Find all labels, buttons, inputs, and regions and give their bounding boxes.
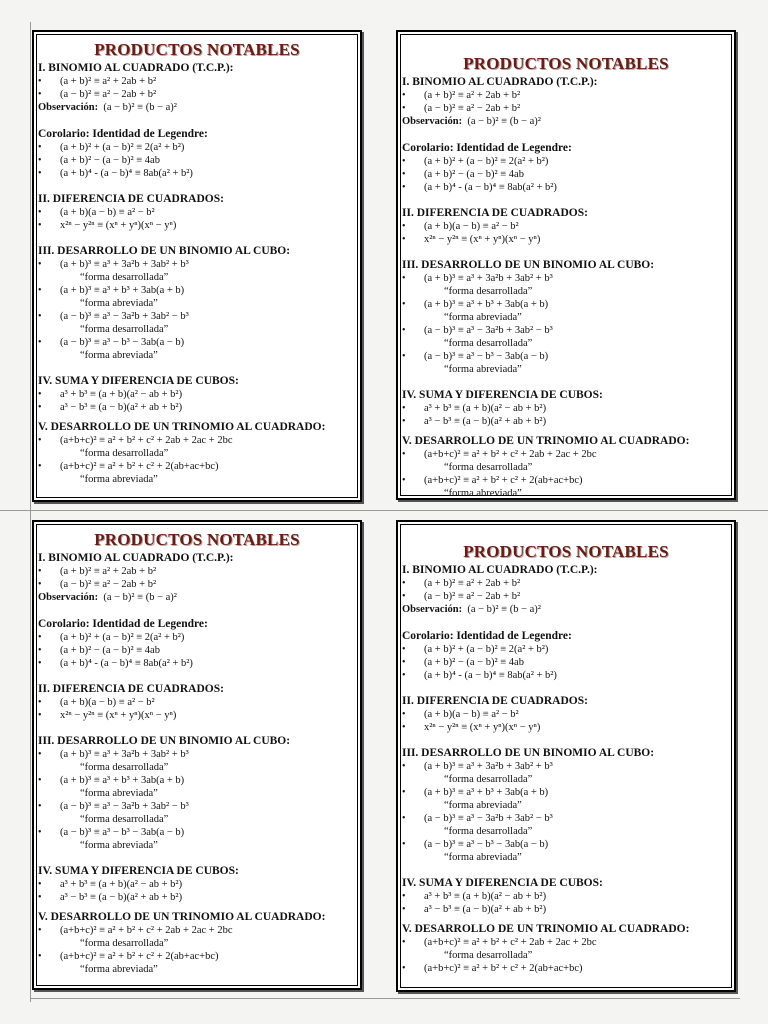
observacion-label: Observación:: [402, 604, 463, 615]
formula-item: • (a + b)² + (a − b)² ≡ 2(a² + b²): [38, 631, 356, 644]
formula-item: • a³ + b³ ≡ (a + b)(a² − ab + b²): [38, 388, 356, 401]
formula-item: • (a+b+c)² ≡ a² + b² + c² + 2ab + 2ac + 2bc: [402, 448, 730, 461]
section-heading-corolario: Corolario: Identidad de Legendre:: [402, 630, 572, 642]
formula-note: “forma desarrollada”: [444, 286, 533, 297]
observacion: [402, 115, 730, 129]
formula-item: • a³ + b³ ≡ (a + b)(a² − ab + b²): [402, 402, 730, 415]
formula-item: • x²ⁿ − y²ⁿ ≡ (xⁿ + yⁿ)(xⁿ − yⁿ): [402, 233, 730, 246]
formula-item: • (a + b)⁴ - (a − b)⁴ ≡ 8ab(a² + b²): [38, 657, 356, 670]
formula-item: • (a+b+c)² ≡ a² + b² + c² + 2(ab+ac+bc): [402, 962, 730, 975]
formula-item: • (a − b)³ ≡ a³ − b³ − 3ab(a − b): [402, 838, 730, 851]
formula-item: • (a + b)(a − b) ≡ a² − b²: [402, 708, 730, 721]
formula-item: • a³ − b³ ≡ (a − b)(a² + ab + b²): [38, 401, 356, 414]
formula-item: • (a + b)³ ≡ a³ + 3a²b + 3ab² + b³: [402, 272, 730, 285]
section-heading-cubo: III. DESARROLLO DE UN BINOMIO AL CUBO:: [38, 245, 291, 257]
formula-item: • (a + b)³ ≡ a³ + b³ + 3ab(a + b): [402, 298, 730, 311]
formula-item: • (a + b)³ ≡ a³ + 3a²b + 3ab² + b³: [38, 748, 356, 761]
observacion-text: (a − b)² ≡ (b − a)²: [103, 102, 177, 113]
formula-item: • (a − b)³ ≡ a³ − 3a²b + 3ab² − b³: [38, 800, 356, 813]
formula-item: • (a + b)² − (a − b)² ≡ 4ab: [402, 656, 730, 669]
cut-line-middle: [0, 510, 768, 511]
formula-item: • (a+b+c)² ≡ a² + b² + c² + 2ab + 2ac + 2bc: [38, 924, 356, 937]
formula-item: • (a + b)⁴ - (a − b)⁴ ≡ 8ab(a² + b²): [38, 167, 356, 180]
observacion-label: Observación:: [38, 102, 99, 113]
formula-item: • (a + b)⁴ - (a − b)⁴ ≡ 8ab(a² + b²): [402, 181, 730, 194]
formula-item: • (a − b)³ ≡ a³ − b³ − 3ab(a − b): [38, 826, 356, 839]
formula-item: • (a + b)² − (a − b)² ≡ 4ab: [38, 154, 356, 167]
formula-item: • (a − b)³ ≡ a³ − 3a²b + 3ab² − b³: [402, 324, 730, 337]
formula-item: • x²ⁿ − y²ⁿ ≡ (xⁿ + yⁿ)(xⁿ − yⁿ): [402, 721, 730, 734]
card-title: PRODUCTOS NOTABLES: [94, 40, 300, 59]
formula-item: • a³ − b³ ≡ (a − b)(a² + ab + b²): [402, 415, 730, 428]
section-heading-cubos: IV. SUMA Y DIFERENCIA DE CUBOS:: [402, 877, 603, 889]
formula-note: “forma desarrollada”: [444, 950, 533, 961]
section-heading-cubo: III. DESARROLLO DE UN BINOMIO AL CUBO:: [402, 259, 655, 271]
formula-note: “forma desarrollada”: [80, 938, 169, 949]
formula-item: • (a − b)³ ≡ a³ − 3a²b + 3ab² − b³: [38, 310, 356, 323]
section-heading-trinomio: V. DESARROLLO DE UN TRINOMIO AL CUADRADO:: [402, 435, 690, 447]
formula-note: “forma abreviada”: [444, 852, 522, 863]
formula-note: “forma abreviada”: [444, 312, 522, 323]
observacion: [38, 591, 356, 605]
cut-line-left: [30, 22, 31, 1002]
formula-note: “forma desarrollada”: [80, 324, 169, 335]
formula-item: • (a+b+c)² ≡ a² + b² + c² + 2(ab+ac+bc): [38, 460, 356, 473]
formula-item: • (a + b)⁴ - (a − b)⁴ ≡ 8ab(a² + b²): [402, 669, 730, 682]
formula-note: “forma desarrollada”: [80, 272, 169, 283]
formula-item: • (a + b)(a − b) ≡ a² − b²: [402, 220, 730, 233]
section-heading-cubos: IV. SUMA Y DIFERENCIA DE CUBOS:: [402, 389, 603, 401]
formula-item: • (a + b)³ ≡ a³ + b³ + 3ab(a + b): [402, 786, 730, 799]
observacion-text: (a − b)² ≡ (b − a)²: [103, 592, 177, 603]
section-heading-diferencia: II. DIFERENCIA DE CUADRADOS:: [402, 207, 588, 219]
observacion-label: Observación:: [38, 592, 99, 603]
formula-item: • (a + b)² + (a − b)² ≡ 2(a² + b²): [402, 643, 730, 656]
cut-line-bottom: [30, 998, 740, 999]
section-heading-diferencia: II. DIFERENCIA DE CUADRADOS:: [38, 683, 224, 695]
formula-note: “forma desarrollada”: [80, 814, 169, 825]
observacion-text: (a − b)² ≡ (b − a)²: [467, 604, 541, 615]
section-heading-binomio: I. BINOMIO AL CUADRADO (T.C.P.):: [402, 76, 598, 88]
section-heading-diferencia: II. DIFERENCIA DE CUADRADOS:: [38, 193, 224, 205]
formula-note: “forma abreviada”: [444, 488, 522, 499]
observacion: [38, 101, 356, 115]
formula-note: “forma abreviada”: [80, 474, 158, 485]
card-title: PRODUCTOS NOTABLES: [94, 530, 300, 549]
card-title: PRODUCTOS NOTABLES: [463, 542, 669, 561]
formula-item: • (a + b)² − (a − b)² ≡ 4ab: [402, 168, 730, 181]
formula-item: • (a+b+c)² ≡ a² + b² + c² + 2(ab+ac+bc): [402, 474, 730, 487]
formula-card-bottom-right: [396, 520, 736, 992]
section-heading-corolario: Corolario: Identidad de Legendre:: [402, 142, 572, 154]
section-heading-trinomio: V. DESARROLLO DE UN TRINOMIO AL CUADRADO:: [38, 911, 326, 923]
section-heading-diferencia: II. DIFERENCIA DE CUADRADOS:: [402, 695, 588, 707]
formula-note: “forma desarrollada”: [80, 762, 169, 773]
formula-item: • x²ⁿ − y²ⁿ ≡ (xⁿ + yⁿ)(xⁿ − yⁿ): [38, 709, 356, 722]
formula-item: • (a − b)³ ≡ a³ − b³ − 3ab(a − b): [402, 350, 730, 363]
formula-note: “forma abreviada”: [80, 964, 158, 975]
formula-card-bottom-left: [32, 520, 362, 990]
card-title: PRODUCTOS NOTABLES: [463, 54, 669, 73]
section-heading-trinomio: V. DESARROLLO DE UN TRINOMIO AL CUADRADO:: [38, 421, 326, 433]
observacion-text: (a − b)² ≡ (b − a)²: [467, 116, 541, 127]
formula-item: • (a + b)² ≡ a² + 2ab + b²: [402, 89, 730, 102]
section-heading-binomio: I. BINOMIO AL CUADRADO (T.C.P.):: [38, 62, 234, 74]
formula-item: • (a − b)³ ≡ a³ − b³ − 3ab(a − b): [38, 336, 356, 349]
formula-item: • (a + b)² ≡ a² + 2ab + b²: [38, 75, 356, 88]
formula-item: • a³ − b³ ≡ (a − b)(a² + ab + b²): [402, 903, 730, 916]
formula-item: • (a+b+c)² ≡ a² + b² + c² + 2ab + 2ac + 2bc: [38, 434, 356, 447]
section-heading-cubos: IV. SUMA Y DIFERENCIA DE CUBOS:: [38, 375, 239, 387]
formula-item: • a³ − b³ ≡ (a − b)(a² + ab + b²): [38, 891, 356, 904]
formula-item: • a³ + b³ ≡ (a + b)(a² − ab + b²): [402, 890, 730, 903]
formula-note: “forma desarrollada”: [444, 338, 533, 349]
formula-item: • (a + b)² + (a − b)² ≡ 2(a² + b²): [402, 155, 730, 168]
formula-note: “forma abreviada”: [80, 350, 158, 361]
formula-note: “forma desarrollada”: [80, 448, 169, 459]
formula-item: • (a + b)² − (a − b)² ≡ 4ab: [38, 644, 356, 657]
formula-item: • (a − b)² ≡ a² − 2ab + b²: [402, 590, 730, 603]
formula-item: • (a + b)² ≡ a² + 2ab + b²: [402, 577, 730, 590]
formula-item: • (a + b)² + (a − b)² ≡ 2(a² + b²): [38, 141, 356, 154]
observacion-label: Observación:: [402, 116, 463, 127]
formula-item: • (a − b)³ ≡ a³ − 3a²b + 3ab² − b³: [402, 812, 730, 825]
section-heading-corolario: Corolario: Identidad de Legendre:: [38, 618, 208, 630]
formula-note: “forma abreviada”: [444, 364, 522, 375]
formula-item: • (a + b)(a − b) ≡ a² − b²: [38, 206, 356, 219]
formula-item: • x²ⁿ − y²ⁿ ≡ (xⁿ + yⁿ)(xⁿ − yⁿ): [38, 219, 356, 232]
formula-note: “forma desarrollada”: [444, 774, 533, 785]
section-heading-corolario: Corolario: Identidad de Legendre:: [38, 128, 208, 140]
formula-note: “forma desarrollada”: [444, 826, 533, 837]
formula-note: “forma desarrollada”: [444, 462, 533, 473]
formula-item: • (a − b)² ≡ a² − 2ab + b²: [402, 102, 730, 115]
formula-item: • (a + b)³ ≡ a³ + b³ + 3ab(a + b): [38, 774, 356, 787]
formula-note: “forma abreviada”: [80, 840, 158, 851]
formula-item: • (a + b)² ≡ a² + 2ab + b²: [38, 565, 356, 578]
section-heading-binomio: I. BINOMIO AL CUADRADO (T.C.P.):: [38, 552, 234, 564]
section-heading-cubo: III. DESARROLLO DE UN BINOMIO AL CUBO:: [38, 735, 291, 747]
formula-note: “forma abreviada”: [444, 800, 522, 811]
observacion: [402, 603, 730, 617]
formula-item: • (a + b)³ ≡ a³ + 3a²b + 3ab² + b³: [402, 760, 730, 773]
formula-item: • (a+b+c)² ≡ a² + b² + c² + 2ab + 2ac + 2bc: [402, 936, 730, 949]
section-heading-binomio: I. BINOMIO AL CUADRADO (T.C.P.):: [402, 564, 598, 576]
formula-card-top-right: [396, 30, 736, 500]
formula-item: • (a+b+c)² ≡ a² + b² + c² + 2(ab+ac+bc): [38, 950, 356, 963]
formula-note: “forma abreviada”: [80, 298, 158, 309]
formula-item: • (a + b)³ ≡ a³ + b³ + 3ab(a + b): [38, 284, 356, 297]
section-heading-cubo: III. DESARROLLO DE UN BINOMIO AL CUBO:: [402, 747, 655, 759]
formula-item: • (a + b)³ ≡ a³ + 3a²b + 3ab² + b³: [38, 258, 356, 271]
formula-item: • a³ + b³ ≡ (a + b)(a² − ab + b²): [38, 878, 356, 891]
section-heading-trinomio: V. DESARROLLO DE UN TRINOMIO AL CUADRADO:: [402, 923, 690, 935]
section-heading-cubos: IV. SUMA Y DIFERENCIA DE CUBOS:: [38, 865, 239, 877]
formula-item: • (a + b)(a − b) ≡ a² − b²: [38, 696, 356, 709]
formula-card-top-left: [32, 30, 362, 502]
formula-item: • (a − b)² ≡ a² − 2ab + b²: [38, 88, 356, 101]
formula-item: • (a − b)² ≡ a² − 2ab + b²: [38, 578, 356, 591]
formula-note: “forma abreviada”: [80, 788, 158, 799]
